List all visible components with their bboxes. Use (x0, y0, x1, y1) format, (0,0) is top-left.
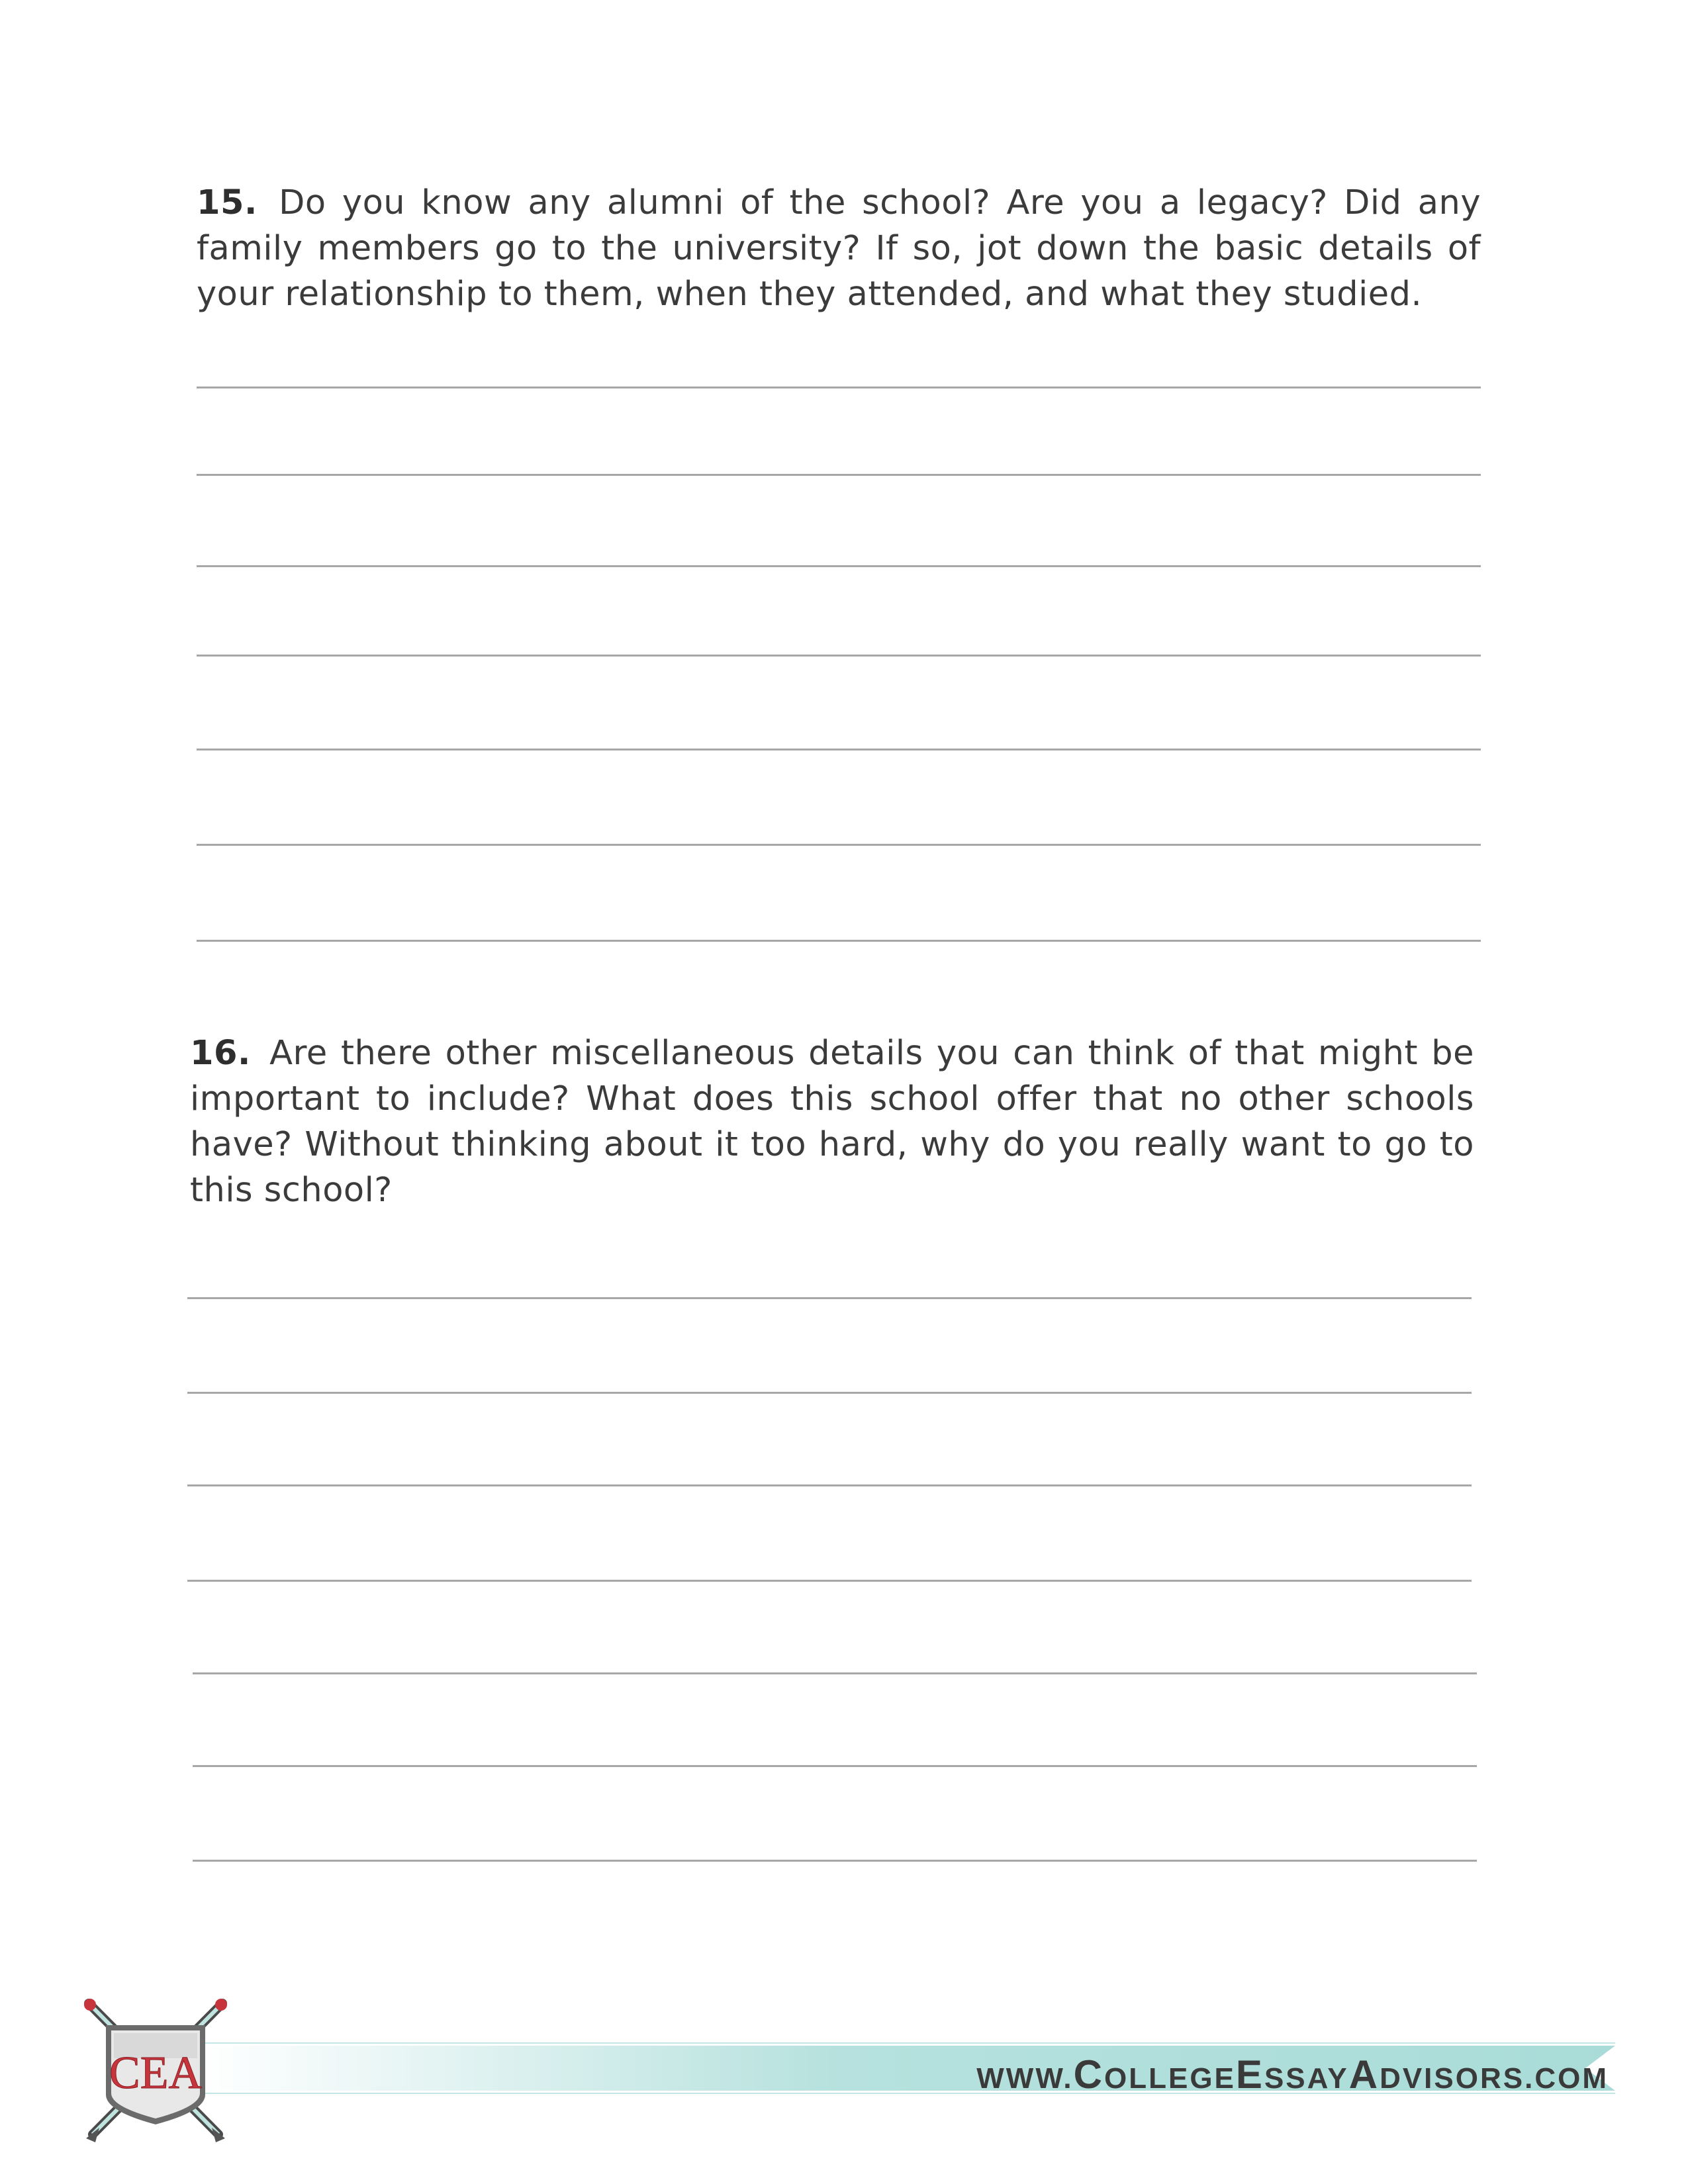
url-prefix: WWW. (976, 2062, 1074, 2095)
answer-line[interactable] (187, 1484, 1472, 1486)
question-number: 16. (190, 1034, 251, 1073)
logo-text: CEA (109, 2048, 202, 2099)
question-text: Do you know any alumni of the school? Are you a legacy? Did any family members go to the university? If so, jot down the basic details of your relationship to them, when they attended, and what they studied. (197, 183, 1481, 314)
answer-line[interactable] (193, 1860, 1477, 1862)
answer-line[interactable] (187, 1580, 1472, 1582)
answer-line[interactable] (193, 1765, 1477, 1767)
answer-line[interactable] (187, 1392, 1472, 1394)
question-16 (190, 1030, 1474, 1213)
answer-line[interactable] (197, 749, 1481, 751)
answer-line[interactable] (193, 1672, 1477, 1674)
answer-line[interactable] (197, 844, 1481, 846)
url-cap: C (1073, 2052, 1104, 2097)
url-cap: A (1348, 2052, 1380, 2097)
question-text: Are there other miscellaneous details you can think of that might be important to include? What does this school offer that no other schools have? Without thinking about it too hard, why do you really want to go to this school? (190, 1034, 1474, 1210)
answer-line[interactable] (187, 1297, 1472, 1299)
url-part: OLLEGE (1104, 2062, 1236, 2095)
url-suffix: .COM (1524, 2062, 1609, 2095)
answer-line[interactable] (197, 565, 1481, 567)
answer-line[interactable] (197, 940, 1481, 942)
answer-line[interactable] (197, 474, 1481, 476)
url-part: DVISORS (1380, 2062, 1525, 2095)
cea-logo (79, 1995, 232, 2148)
question-number: 15. (197, 183, 258, 222)
answer-line[interactable] (197, 655, 1481, 657)
question-15 (197, 180, 1481, 317)
website-url[interactable] (976, 2052, 1609, 2097)
answer-line[interactable] (197, 387, 1481, 388)
url-cap: E (1235, 2052, 1264, 2097)
url-part: SSAY (1264, 2062, 1349, 2095)
